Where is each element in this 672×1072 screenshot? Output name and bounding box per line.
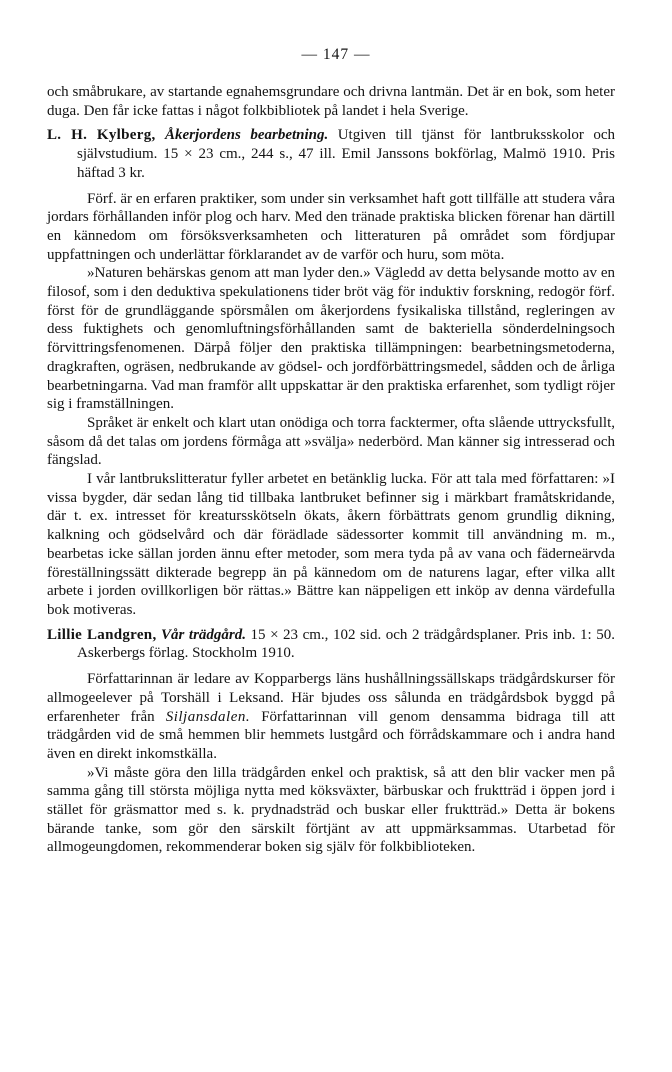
intro-paragraph: och småbrukare, av startande egnahemsgrundare och drivna lantmän. Det är en bok, som heter duga. Den får icke fattas i något folkbibliotek på landet i hela Sverige. [47,84,615,119]
review-2-p1-text-b: Författarinnan vill genom densamma bidraga till att trädgården vid de små hemmen blir hemmets lustgård och förrådskammare och i andra hand även en direkt inkomstkälla. [47,708,615,762]
review-2-paragraph-2: »Vi måste göra den lilla trädgården enkel och praktisk, så att den blir vacker men på samma gång till största möjliga nytta med köksväxter, bärbuskar och fruktträd i öppen jord i stället för gräsmattor med s. k. prydnadsträd och buskar eller fruktträd.» Detta är bokens bärande tanke, som gör den särskilt förtjänt av att uppmärksammas. Utarbetad för allmogeungdomen, rekommenderar boken sig själv för folkbiblioteken. [47,764,615,856]
review-1-paragraph-2: »Naturen behärskas genom att man lyder den.» Vägledd av detta belysande motto av en filosof, som i den deduktiva spekulationens tider bröt väg för induktiv forskning, redogör förf. först för de grundläggande spörsmålen om åkerjordens fysikaliska tillstånd, regleringen av dess fuktighets och genomluftningsförhållanden samt de bakteriella sönderdelningsoch förvittringsfenomenen. Därpå följer den praktiska tillämpningen: bearbetningsmetoderna, dragkraften, ogräsen, nedbrukande av gödsel- och jordförbättringsmedel, sådden och de årliga bearbetningarna. Vad man framför allt uppskattar är den praktiska erfarenhet, som tydligt röjer sig i framställningen. [47,265,615,413]
review-2-p1-text-a: Författarinnan är ledare av Kopparbergs läns hushållningssällskaps trädgårdskurser för allmogeelever på Torshäll i Leksand. Här bjudes oss sålunda en trädgårdsbok byggd på erfarenheter från [47,671,615,725]
review-2-heading [47,626,615,663]
page-number: — 147 — [301,46,371,63]
review-1-details: Utgiven till tjänst för lantbruksskolor och självstudium. 15 × 23 cm., 244 s., 47 ill. Emil Janssons bokförlag, Malmö 1910. Pris häftad 3 kr. [77,127,616,181]
review-1-paragraph-1: Förf. är en erfaren praktiker, som under sin verksamhet haft gott tillfälle att studera våra jordars förhållanden inför plog och harv. Med den tränade praktiska blicken förenar han därtill en kännedom om försöksverksamheten och litteraturen på området som fördjupar uppfattningen och underlättar förklarandet av de varför och huru, som möta. [47,190,615,263]
review-2-title: Vår trädgård. [161,626,246,643]
review-2-details: 15 × 23 cm., 102 sid. och 2 trädgårdsplaner. Pris inb. 1: 50. Askerbergs förlag. Stockholm 1910. [77,626,615,662]
page-body [47,83,615,857]
review-2-author: Lillie Landgren, [47,626,157,643]
review-1-author: L. H. Kylberg, [47,127,156,144]
review-2-paragraph-1 [47,670,615,764]
review-1-title: Åkerjordens bearbetning. [165,127,329,144]
review-1-paragraph-3: Språket är enkelt och klart utan onödiga och torra facktermer, ofta slående uttrycksfullt, såsom då det talas om jordens förmåga att »svälja» nederbörd. Man känner sig intresserad och fängslad. [47,414,615,469]
review-2-p1-emphasis: Siljansdalen. [165,708,251,725]
review-1-heading [47,126,615,182]
review-1-paragraph-4: I vår lantbrukslitteratur fyller arbetet en betänklig lucka. För att tala med författaren: »I vissa bygder, där sedan lång tid tillbaka lantbruket befinner sig i märkbart framåtskridande, där t. ex. intresset för kreatursskötseln ökats, åkern förbättrats genom grundlig dikning, kalkning och gödselvård och där förädlade sädessorter kommit till användning m. m., bearbetas icke sällan jorden ännu efter metoder, som mera tyda på av vana och fäderneärvda föreställningssätt dikterade begrepp än på kännedom om de naturens lagar, efter vilka allt arbete i jorden ovillkorligen bör rättas.» Bättre kan näppeligen ett inköp av denna värdefulla bok motiveras. [47,471,615,618]
